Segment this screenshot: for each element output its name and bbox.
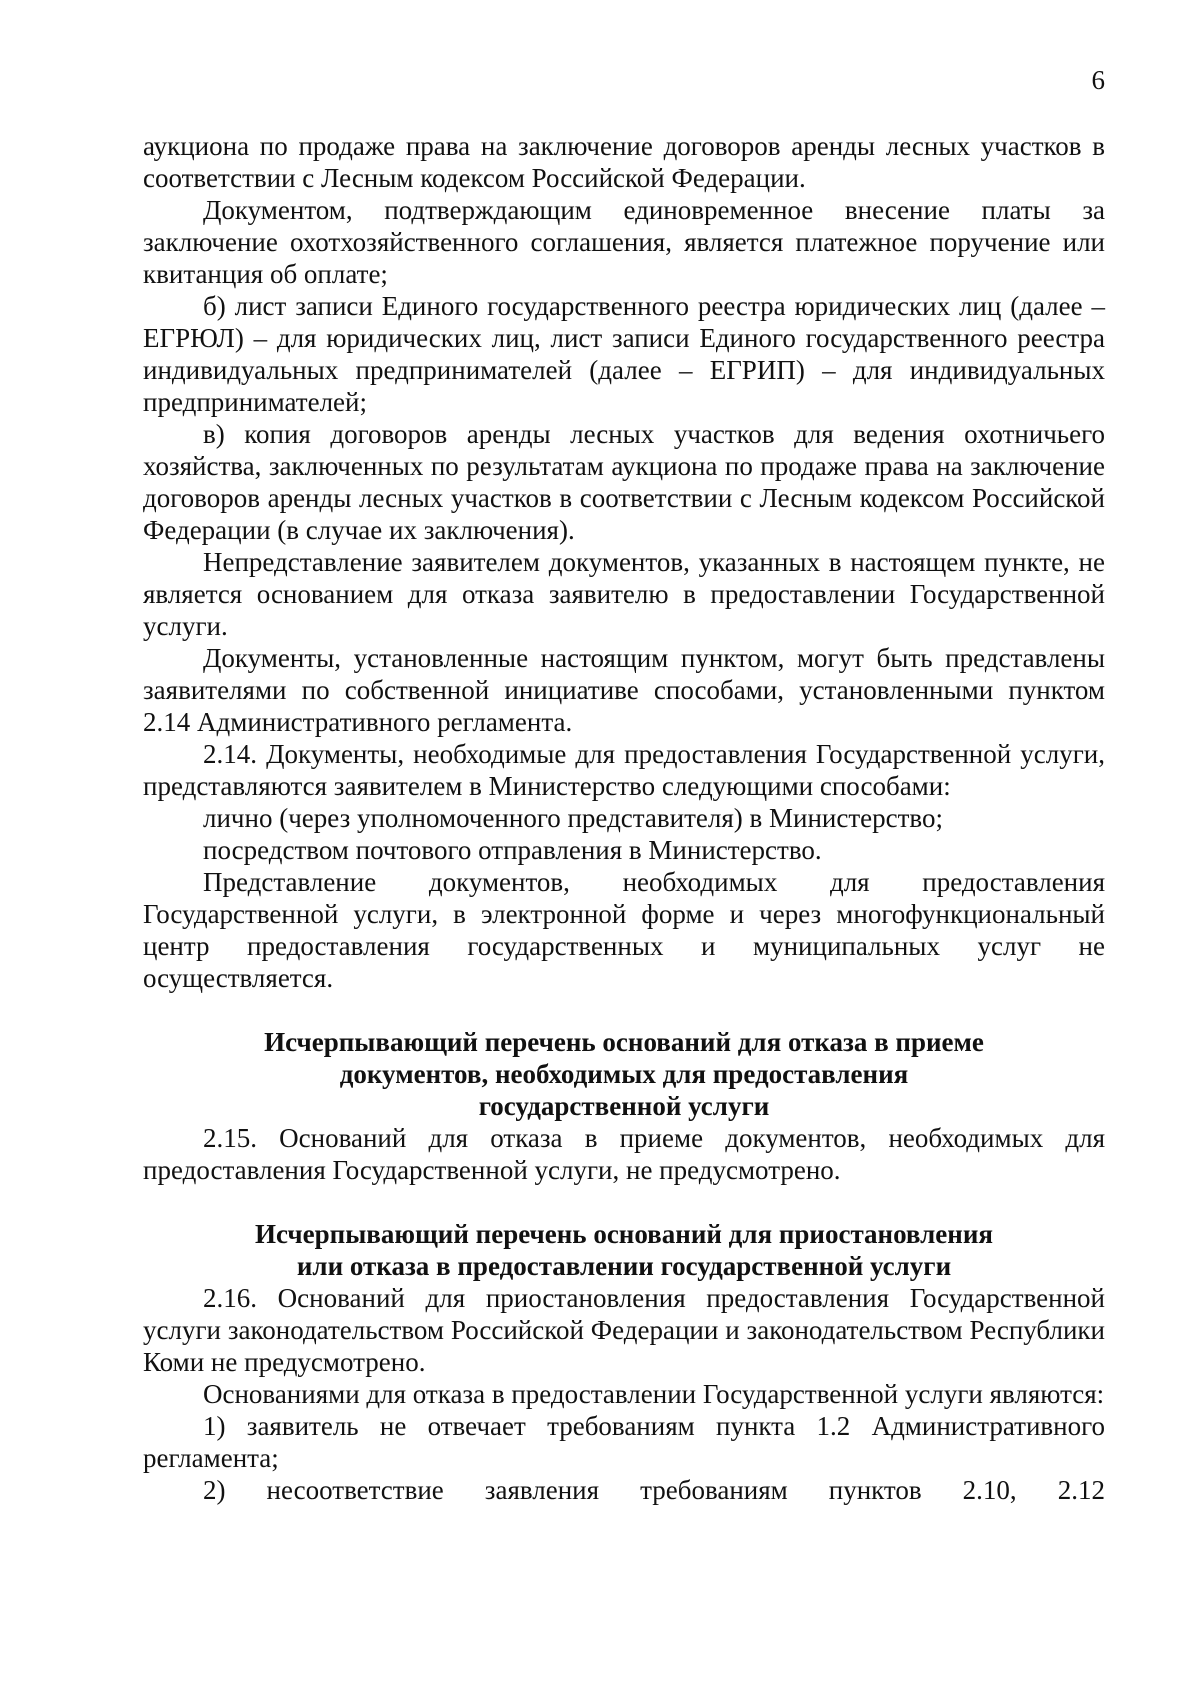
paragraph: Непредставление заявителем документов, указанных в настоящем пункте, не является основанием для отказа заявителю в предоставлении Государственной услуги. [143, 547, 1105, 641]
paragraph: аукциона по продаже права на заключение договоров аренды лесных участков в соответствии с Лесным кодексом Российской Федерации. [143, 131, 1105, 193]
paragraph: Документом, подтверждающим единовременное внесение платы за заключение охотхозяйственного соглашения, является платежное поручение или квитанция об оплате; [143, 195, 1105, 289]
paragraph: Представление документов, необходимых для предоставления Государственной услуги, в электронной форме и через многофункциональный центр предоставления государственных и муниципальных услуг не осуществляется. [143, 867, 1105, 993]
paragraph: б) лист записи Единого государственного реестра юридических лиц (далее – ЕГРЮЛ) – для юридических лиц, лист записи Единого государственного реестра индивидуальных предпринимателей (далее – ЕГРИП) – для индивидуальных предпринимателей; [143, 291, 1105, 417]
paragraph: Документы, установленные настоящим пунктом, могут быть представлены заявителями по собственной инициативе способами, установленными пунктом 2.14 Административного регламента. [143, 643, 1105, 737]
heading-line: документов, необходимых для предоставления [339, 1059, 909, 1089]
section-heading-suspension-refusal [143, 1218, 1105, 1282]
paragraph: в) копия договоров аренды лесных участков для ведения охотничьего хозяйства, заключенных по результатам аукциона по продаже права на заключение договоров аренды лесных участков в соответствии с Лесным кодексом Российской Федерации (в случае их заключения). [143, 419, 1105, 545]
heading-line: государственной услуги [478, 1091, 770, 1121]
document-body [143, 130, 1105, 1506]
paragraph: Основаниями для отказа в предоставлении Государственной услуги являются: [203, 1379, 1105, 1409]
paragraph: лично (через уполномоченного представителя) в Министерство; [203, 803, 943, 833]
page-number: 6 [1091, 65, 1105, 95]
paragraph: 2.15. Оснований для отказа в приеме документов, необходимых для предоставления Государственной услуги, не предусмотрено. [143, 1123, 1105, 1185]
paragraph: посредством почтового отправления в Министерство. [203, 835, 822, 865]
paragraph: 2.16. Оснований для приостановления предоставления Государственной услуги законодательством Российской Федерации и законодательством Республики Коми не предусмотрено. [143, 1283, 1105, 1377]
heading-line: Исчерпывающий перечень оснований для приостановления [254, 1219, 994, 1249]
paragraph: 2) несоответствие заявления требованиям пунктов 2.10, 2.12 [203, 1475, 1105, 1505]
paragraph: 2.14. Документы, необходимые для предоставления Государственной услуги, представляются заявителем в Министерство следующими способами: [143, 739, 1105, 801]
paragraph: 1) заявитель не отвечает требованиям пункта 1.2 Административного регламента; [143, 1411, 1105, 1473]
heading-line: или отказа в предоставлении государственной услуги [296, 1251, 952, 1281]
section-heading-refusal-reception [143, 1026, 1105, 1122]
heading-line: Исчерпывающий перечень оснований для отказа в приеме [264, 1027, 984, 1057]
